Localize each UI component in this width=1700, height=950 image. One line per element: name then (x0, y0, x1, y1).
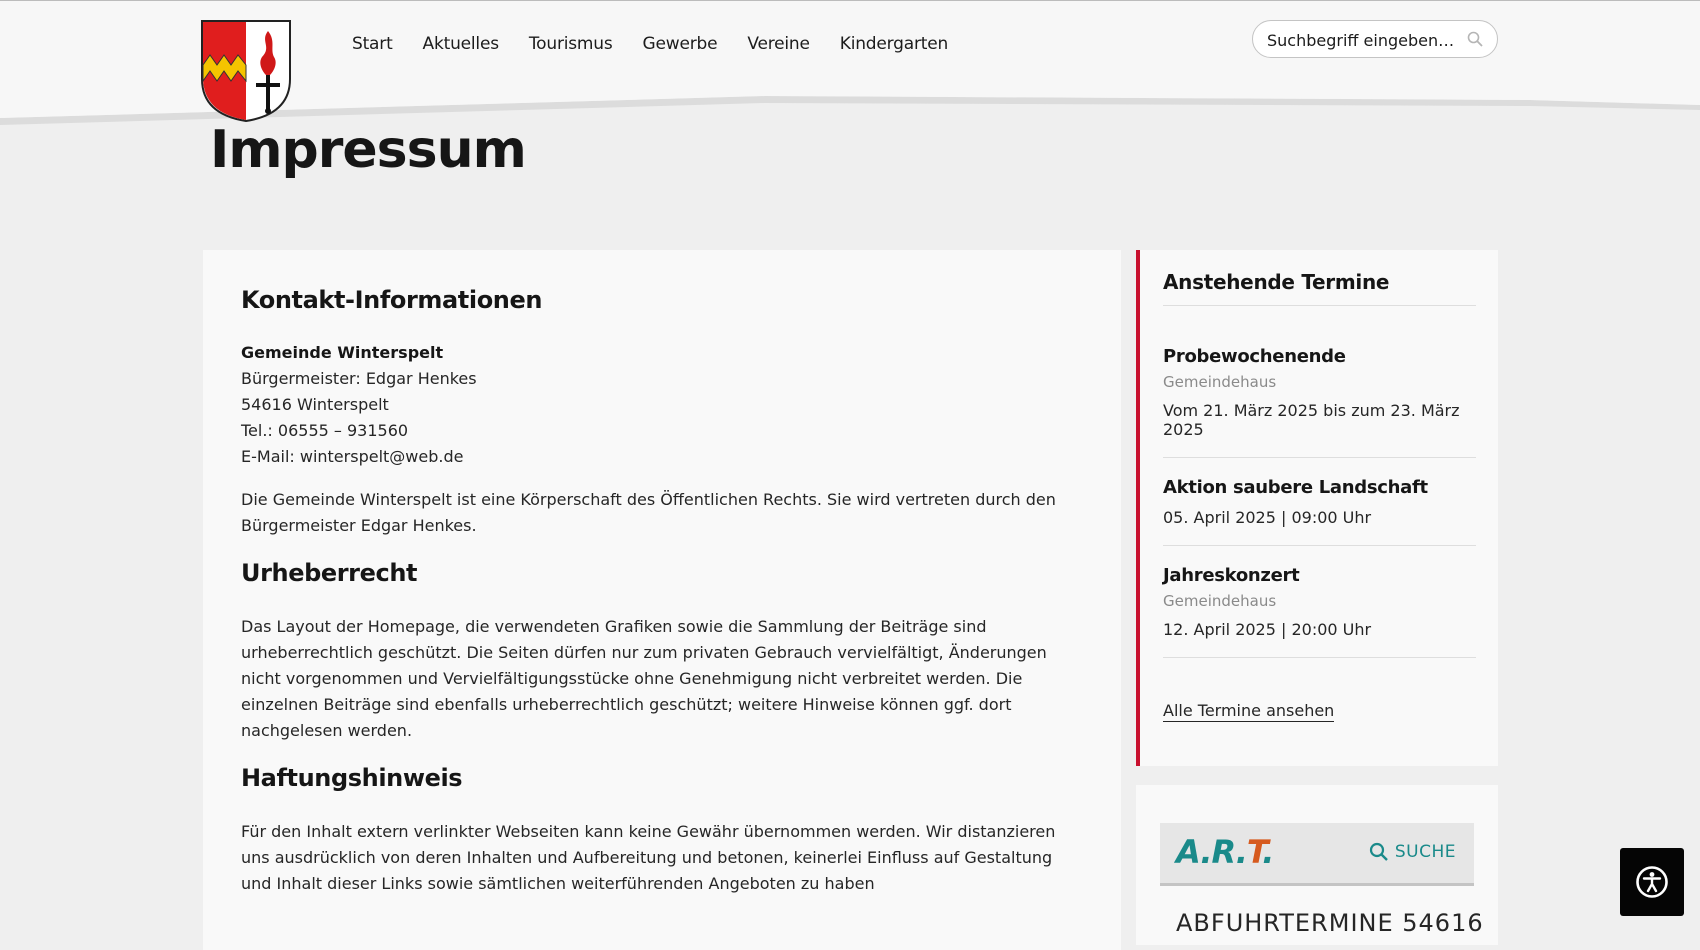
accessibility-icon (1635, 865, 1669, 899)
event-title: Aktion saubere Landschaft (1163, 477, 1428, 498)
art-bar (1160, 823, 1474, 886)
liability-text: Für den Inhalt extern verlinkter Webseiten kann keine Gewähr übernommen werden. Wir distanzieren uns ausdrücklich von deren Inhalten und Aufbereitung und betonen, keinerlei Einfluss auf Gestaltung und Inhalt dieser Links sowie sämtlichen weiterführenden Angeboten zu haben (241, 822, 1056, 893)
page-title: Impressum (210, 120, 526, 180)
description-text: Die Gemeinde Winterspelt ist eine Körperschaft des Öffentlichen Rechts. Sie wird vertreten durch den Bürgermeister Edgar Henkes. (241, 490, 1056, 535)
contact-heading: Kontakt-Informationen (241, 286, 543, 314)
event-date: Vom 21. März 2025 bis zum 23. März 2025 (1163, 401, 1460, 439)
contact-email: E-Mail: winterspelt@web.de (241, 447, 464, 466)
contact-name: Gemeinde Winterspelt (241, 343, 444, 362)
nav-start[interactable]: Start (352, 34, 393, 54)
art-search-button[interactable] (1369, 842, 1456, 862)
liability-heading: Haftungshinweis (241, 764, 463, 792)
municipality-logo[interactable] (200, 19, 292, 123)
art-widget (1136, 785, 1498, 945)
event-item[interactable] (1163, 306, 1476, 458)
nav-vereine[interactable]: Vereine (747, 34, 810, 54)
coat-of-arms-icon (200, 19, 292, 123)
search-box (1252, 20, 1498, 58)
main-content (203, 250, 1121, 950)
nav-kindergarten[interactable]: Kindergarten (839, 34, 949, 54)
contact-block (241, 340, 1083, 470)
event-date: 12. April 2025 | 20:00 Uhr (1163, 620, 1372, 639)
search-icon[interactable] (1467, 31, 1483, 47)
copyright-heading: Urheberrecht (241, 559, 418, 587)
nav-gewerbe[interactable]: Gewerbe (642, 34, 718, 54)
event-item[interactable] (1163, 546, 1476, 658)
art-logo-text: A.R.T. (1176, 833, 1274, 871)
nav-tourismus[interactable]: Tourismus (528, 34, 613, 54)
events-title: Anstehende Termine (1163, 270, 1476, 306)
main-nav (352, 34, 978, 54)
art-logo[interactable] (1176, 833, 1273, 871)
search-input[interactable] (1265, 28, 1459, 52)
event-title: Probewochenende (1163, 346, 1346, 367)
event-date: 05. April 2025 | 09:00 Uhr (1163, 508, 1372, 527)
search-icon (1369, 842, 1389, 862)
event-location: Gemeindehaus (1163, 373, 1277, 391)
contact-city: 54616 Winterspelt (241, 395, 389, 414)
all-events-link[interactable]: Alle Termine ansehen (1163, 701, 1335, 720)
contact-phone: Tel.: 06555 – 931560 (241, 421, 409, 440)
art-heading: ABFUHRTERMINE 54616 (1176, 909, 1484, 937)
nav-aktuelles[interactable]: Aktuelles (422, 34, 499, 54)
events-widget (1136, 250, 1498, 766)
accessibility-button[interactable] (1620, 848, 1684, 916)
art-search-label: SUCHE (1394, 842, 1456, 862)
event-location: Gemeindehaus (1163, 592, 1277, 610)
event-title: Jahreskonzert (1163, 565, 1300, 586)
event-item[interactable] (1163, 458, 1476, 546)
copyright-text: Das Layout der Homepage, die verwendeten Grafiken sowie die Sammlung der Beiträge sind urheberrechtlich geschützt. Die Seiten dürfen nur zum privaten Gebrauch vervielfältigt, Änderungen nicht vorgenommen und Vervielfältigungsstücke ohne Genehmigung nicht verbreitet werden. Die einzelnen Beiträge sind ebenfalls urheberrechtlich geschützt; weitere Hinweise können ggf. dort nachgelesen werden. (241, 617, 1047, 740)
contact-mayor: Bürgermeister: Edgar Henkes (241, 369, 477, 388)
